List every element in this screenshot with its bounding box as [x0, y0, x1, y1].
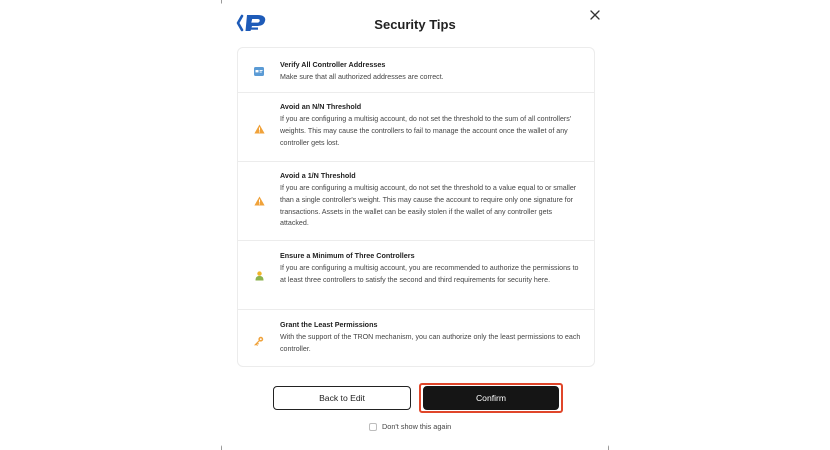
warning-icon: [252, 122, 266, 136]
tip-title: Avoid an N/N Threshold: [280, 102, 362, 111]
close-icon[interactable]: [588, 8, 602, 22]
user-group-icon: [252, 269, 266, 283]
tip-title: Grant the Least Permissions: [280, 320, 378, 329]
tip-text: Make sure that all authorized addresses are correct.: [280, 73, 444, 81]
dont-show-again-option[interactable]: [369, 422, 451, 431]
tip-text: If you are configuring a multisig account, do not set the threshold to a value equal to or smaller than a single controller's weight. This may cause the account to require only one signature for transactions. Assets in the wallet can be easily stolen if the wallet of any controller gets attacked.: [280, 184, 577, 228]
dont-show-label: Don't show this again: [382, 422, 452, 431]
dialog-title: Security Tips: [374, 17, 456, 32]
tip-text: If you are configuring a multisig account, you are recommended to authorize the permissions to at least three controllers to satisfy the second and third requirements for security here.: [280, 264, 579, 284]
tip-item: [238, 93, 594, 162]
tip-item: [238, 241, 594, 310]
tip-item: [238, 310, 594, 366]
confirm-button[interactable]: Confirm: [423, 386, 559, 410]
id-card-icon: [252, 64, 266, 78]
tip-item: [238, 48, 594, 93]
warning-icon: [252, 194, 266, 208]
security-tips-dialog: [222, 0, 608, 450]
dont-show-checkbox[interactable]: [369, 423, 377, 431]
tip-text: If you are configuring a multisig account, do not set the threshold to the sum of all controllers' weights. This may cause the controllers to fail to manage the account once the wallet of any controller gets lost.: [280, 115, 572, 147]
tip-item: [238, 162, 594, 241]
tip-title: Avoid a 1/N Threshold: [280, 171, 356, 180]
back-to-edit-button[interactable]: Back to Edit: [273, 386, 411, 410]
key-icon: [252, 334, 266, 348]
tip-title: Verify All Controller Addresses: [280, 60, 386, 69]
tip-title: Ensure a Minimum of Three Controllers: [280, 251, 415, 260]
tip-text: With the support of the TRON mechanism, you can authorize only the least permissions to each controller.: [280, 333, 581, 353]
tips-card: [237, 47, 595, 367]
